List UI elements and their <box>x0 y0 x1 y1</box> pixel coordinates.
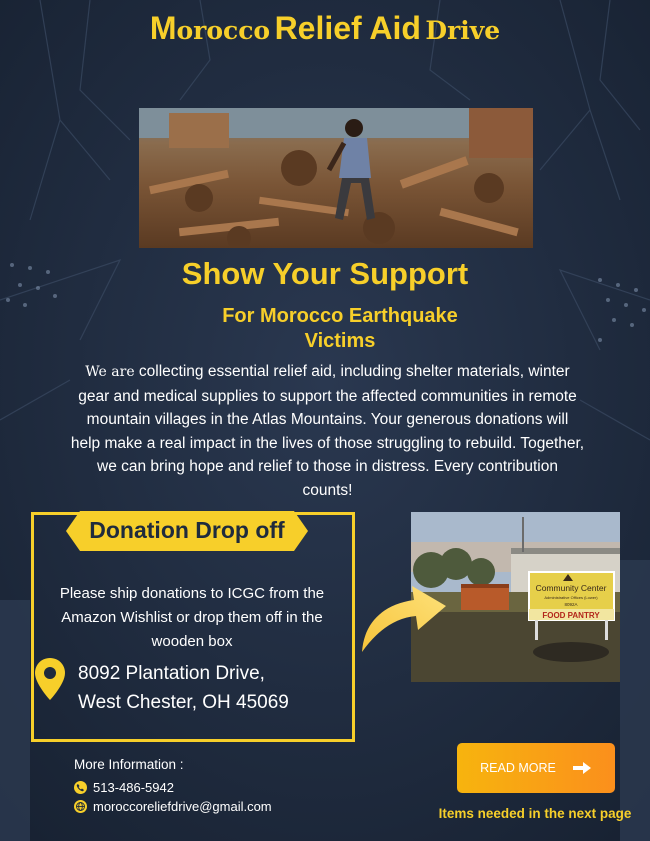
shipping-instructions: Please ship donations to ICGC from the Amazon Wishlist or drop them off in the wooden box <box>59 585 325 650</box>
address-line-1: 8092 Plantation Drive, <box>78 663 265 684</box>
globe-icon <box>74 800 87 813</box>
dropoff-address <box>78 659 348 717</box>
read-more-label: READ MORE <box>480 761 556 775</box>
items-next-page-note: Items needed in the next page <box>438 806 632 821</box>
earthquake-rubble-photo <box>139 108 533 248</box>
description-lead: We are <box>85 364 135 380</box>
phone-icon <box>74 781 87 794</box>
location-pin-icon <box>34 657 66 701</box>
arrow-right-icon <box>572 761 592 775</box>
read-more-button[interactable] <box>457 743 615 793</box>
show-support-heading: Show Your Support <box>181 256 469 291</box>
title-initial: M <box>149 10 177 46</box>
description-paragraph <box>70 360 585 502</box>
title-relief-aid: Relief Aid <box>274 10 421 46</box>
description-body: collecting essential relief aid, including shelter materials, winter gear and medical supplies to support the affected communities in remote mountain villages in the Atlas Mountains. Your generous donations will help make a real impact in the lives of those struggling to rebuild. Together, we can bring hope and relief to those in distress. Every contribution counts! <box>70 363 585 499</box>
earthquake-victims-subheading: For Morocco Earthquake Victims <box>222 305 458 352</box>
sign-number: 8092A <box>564 602 578 607</box>
phone-row <box>74 780 174 795</box>
page-title <box>0 10 650 47</box>
curved-arrow-icon <box>356 576 448 656</box>
email-address[interactable]: moroccoreliefdrive@gmail.com <box>93 799 272 814</box>
donation-banner-label: Donation Drop off <box>89 517 285 543</box>
address-line-2: West Chester, OH 45069 <box>78 692 289 713</box>
title-morocco-rest: orocco <box>176 16 271 45</box>
phone-number[interactable]: 513-486-5942 <box>93 780 174 795</box>
sign-admin-offices: Administrative Offices (Lower) <box>544 595 598 600</box>
title-drive: Drive <box>425 16 501 45</box>
more-information-label: More Information : <box>74 757 184 772</box>
sign-community-center: Community Center <box>535 583 607 593</box>
sign-food-pantry: FOOD PANTRY <box>542 611 600 620</box>
email-row <box>74 799 272 814</box>
